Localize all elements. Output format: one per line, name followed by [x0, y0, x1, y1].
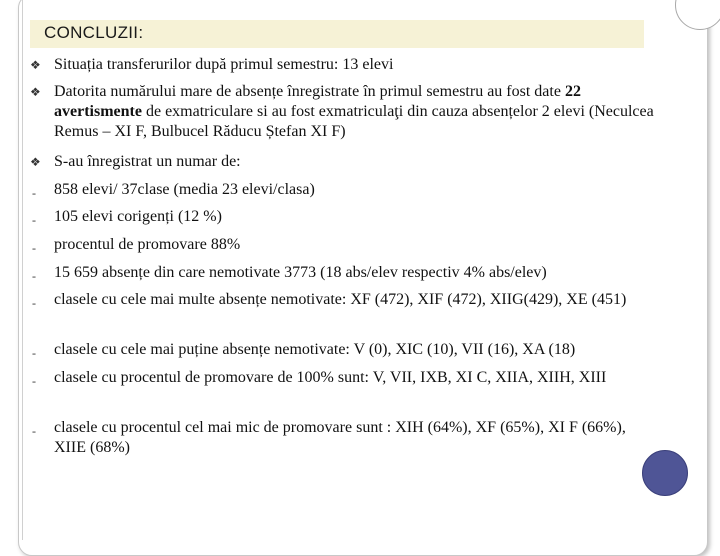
dash-bullet-icon: -: [32, 374, 36, 388]
diamond-bullet-icon: ❖: [30, 155, 41, 169]
list-item-promotion: procentul de promovare 88%: [54, 236, 241, 253]
list-item-most-absences: clasele cu cele mai multe absențe nemotivate: XF (472), XIF (472), XIIG(429), XE (451): [54, 291, 627, 308]
warnings-text-post: de exmatriculare si au fost exmatriculaţi din cauza absențelor 2 elevi (Neculcea Remus – XI F, Bulbucel Răducu Ștefan XI F): [54, 103, 654, 140]
dash-bullet-icon: -: [32, 269, 36, 283]
dash-bullet-icon: -: [32, 296, 36, 310]
list-item-corigenti: 105 elevi corigenți (12 %): [54, 208, 222, 225]
dash-bullet-icon: -: [32, 186, 36, 200]
list-item-fewest-absences: clasele cu cele mai puține absențe nemotivate: V (0), XIC (10), VII (16), XA (18): [54, 341, 576, 358]
dash-bullet-icon: -: [32, 346, 36, 360]
list-item-recorded: S-au înregistrat un numar de:: [54, 153, 241, 170]
diamond-bullet-icon: ❖: [30, 58, 41, 72]
slide-title: CONCLUZII:: [44, 23, 144, 42]
list-item-absences: 15 659 absențe din care nemotivate 3773 (18 abs/elev respectiv 4% abs/elev): [54, 264, 547, 281]
list-item-students: 858 elevi/ 37clase (media 23 elevi/clasa): [54, 181, 315, 198]
list-item-lowest-promotion: clasele cu procentul cel mai mic de promovare sunt : XIH (64%), XF (65%), XI F (66%), XIIE (68%): [54, 419, 626, 456]
dash-bullet-icon: -: [32, 241, 36, 255]
dash-bullet-icon: -: [32, 424, 36, 438]
warnings-text-pre: Datorita numărului mare de absențe înregistrate în primul semestru au fost date: [54, 83, 565, 100]
diamond-bullet-icon: ❖: [30, 85, 41, 99]
list-item-warnings: [54, 82, 654, 142]
warnings-count: 22 avertismente: [54, 83, 581, 120]
dash-bullet-icon: -: [32, 213, 36, 227]
list-item-transfers: Situația transferurilor după primul semestru: 13 elevi: [54, 56, 394, 73]
list-item-full-promotion: clasele cu procentul de promovare de 100% sunt: V, VII, IXB, XI C, XIIA, XIIH, XIII: [54, 369, 607, 386]
left-rule: [22, 0, 23, 540]
